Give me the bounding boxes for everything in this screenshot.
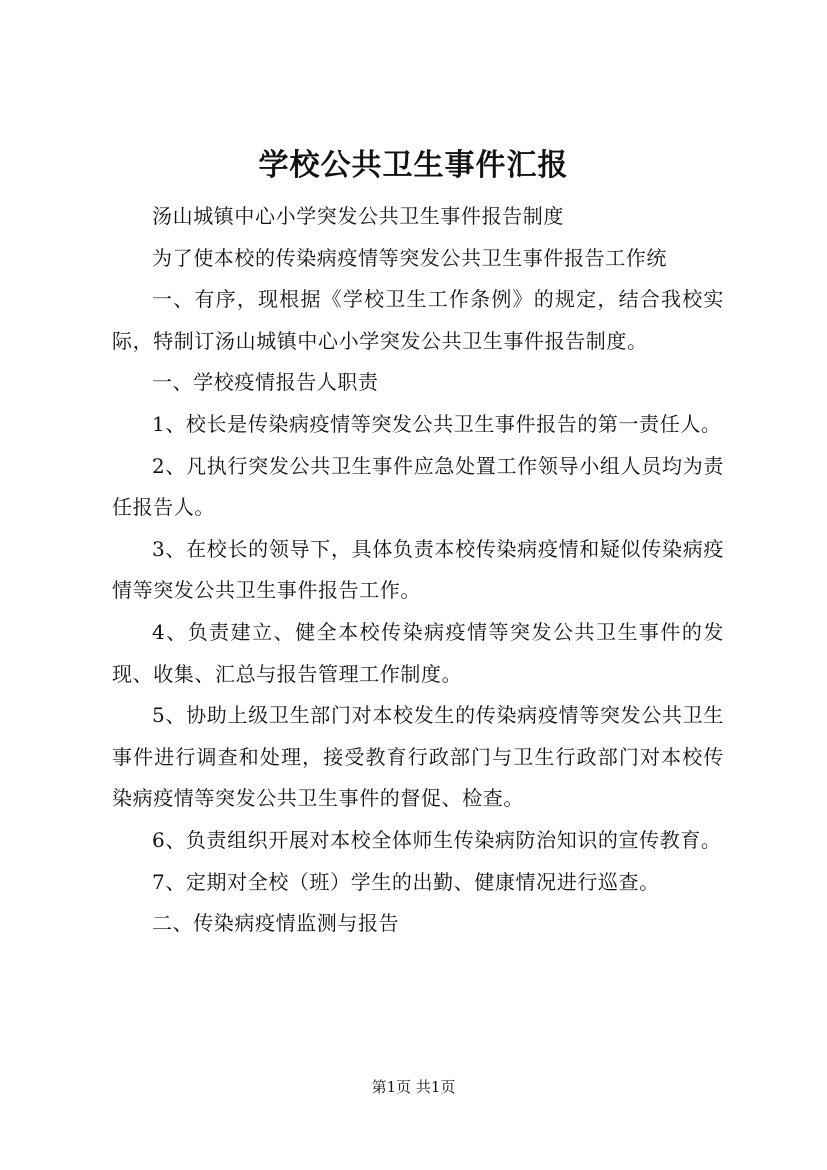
paragraph-intro: 为了使本校的传染病疫情等突发公共卫生事件报告工作统 <box>152 245 667 270</box>
paragraph-item-1: 1、校长是传染病疫情等突发公共卫生事件报告的第一责任人。 <box>152 411 722 436</box>
paragraph-item-5: 5、协助上级卫生部门对本校发生的传染病疫情等突发公共卫生事件进行调查和处理，接受教育行政部门与卫生行政部门对本校传染病疫情等突发公共卫生事件的督促、检查。 <box>112 703 724 811</box>
section-heading-2: 二、传染病疫情监测与报告 <box>152 911 400 936</box>
page-footer: 第1页 共1页 <box>371 1078 456 1096</box>
document-title: 学校公共卫生事件汇报 <box>258 148 569 183</box>
paragraph-item-3: 3、在校长的领导下，具体负责本校传染病疫情和疑似传染病疫情等突发公共卫生事件报告工作。 <box>112 536 724 603</box>
paragraph-subtitle: 汤山城镇中心小学突发公共卫生事件报告制度 <box>152 204 564 228</box>
paragraph-item-2: 2、凡执行突发公共卫生事件应急处置工作领导小组人员均为责任报告人。 <box>112 453 724 520</box>
paragraph-intro-continued: 一、有序，现根据《学校卫生工作条例》的规定，结合我校实际，特制订汤山城镇中心小学突发公共卫生事件报告制度。 <box>112 287 724 353</box>
paragraph-item-7: 7、定期对全校（班）学生的出勤、健康情况进行巡查。 <box>152 869 660 894</box>
paragraph-item-4: 4、负责建立、健全本校传染病疫情等突发公共卫生事件的发现、收集、汇总与报告管理工作制度。 <box>112 619 724 686</box>
paragraph-item-6: 6、负责组织开展对本校全体师生传染病防治知识的宣传教育。 <box>152 827 722 852</box>
section-heading-1: 一、学校疫情报告人职责 <box>152 370 379 395</box>
document-body <box>112 196 724 945</box>
